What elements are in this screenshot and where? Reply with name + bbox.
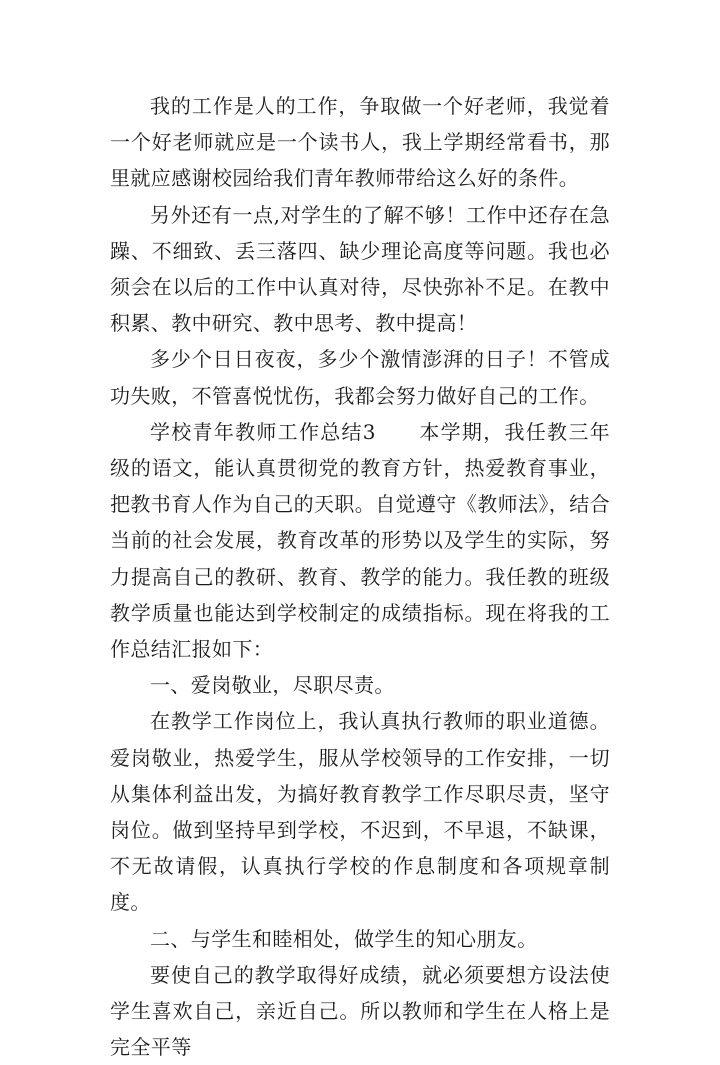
document-body bbox=[110, 88, 610, 1065]
paragraph-5: 在教学工作岗位上，我认真执行教师的职业道德。爱岗敬业，热爱学生，服从学校领导的工作安排，一切从集体利益出发，为搞好教育教学工作尽职尽责，坚守岗位。做到坚持早到学校，不迟到，不早退，不缺课，不无故请假，认真执行学校的作息制度和各项规章制度。 bbox=[110, 709, 610, 915]
paragraph-6: 要使自己的教学取得好成绩，就必须要想方设法使学生喜欢自己，亲近自己。所以教师和学生在人格上是完全平等 bbox=[110, 962, 610, 1060]
paragraph-1: 我的工作是人的工作，争取做一个好老师，我觉着一个好老师就应是一个读书人，我上学期经常看书，那里就应感谢校园给我们青年教师带给这么好的条件。 bbox=[110, 94, 610, 191]
section-heading-2: 二、与学生和睦相处，做学生的知心朋友。 bbox=[150, 926, 538, 951]
paragraph-4: 学校青年教师工作总结3 本学期，我任教三年级的语文，能认真贯彻党的教育方针，热爱教育事业，把教书育人作为自己的天职。自觉遵守《教师法》，结合当前的社会发展，教育改革的形势以及学生的实际，努力提高自己的教研、教育、教学的能力。我任教的班级教学质量也能达到学校制定的成绩指标。现在将我的工作总结汇报如下： bbox=[110, 419, 610, 662]
paragraph-3: 多少个日日夜夜，多少个激情澎湃的日子！不管成功失败，不管喜悦忧伤，我都会努力做好自己的工作。 bbox=[110, 347, 610, 408]
paragraph-2: 另外还有一点,对学生的了解不够！工作中还存在急躁、不细致、丢三落四、缺少理论高度等问题。我也必须会在以后的工作中认真对待，尽快弥补不足。在教中积累、教中研究、教中思考、教中提高！ bbox=[110, 202, 610, 336]
section-heading-1: 一、爱岗敬业，尽职尽责。 bbox=[150, 673, 395, 698]
